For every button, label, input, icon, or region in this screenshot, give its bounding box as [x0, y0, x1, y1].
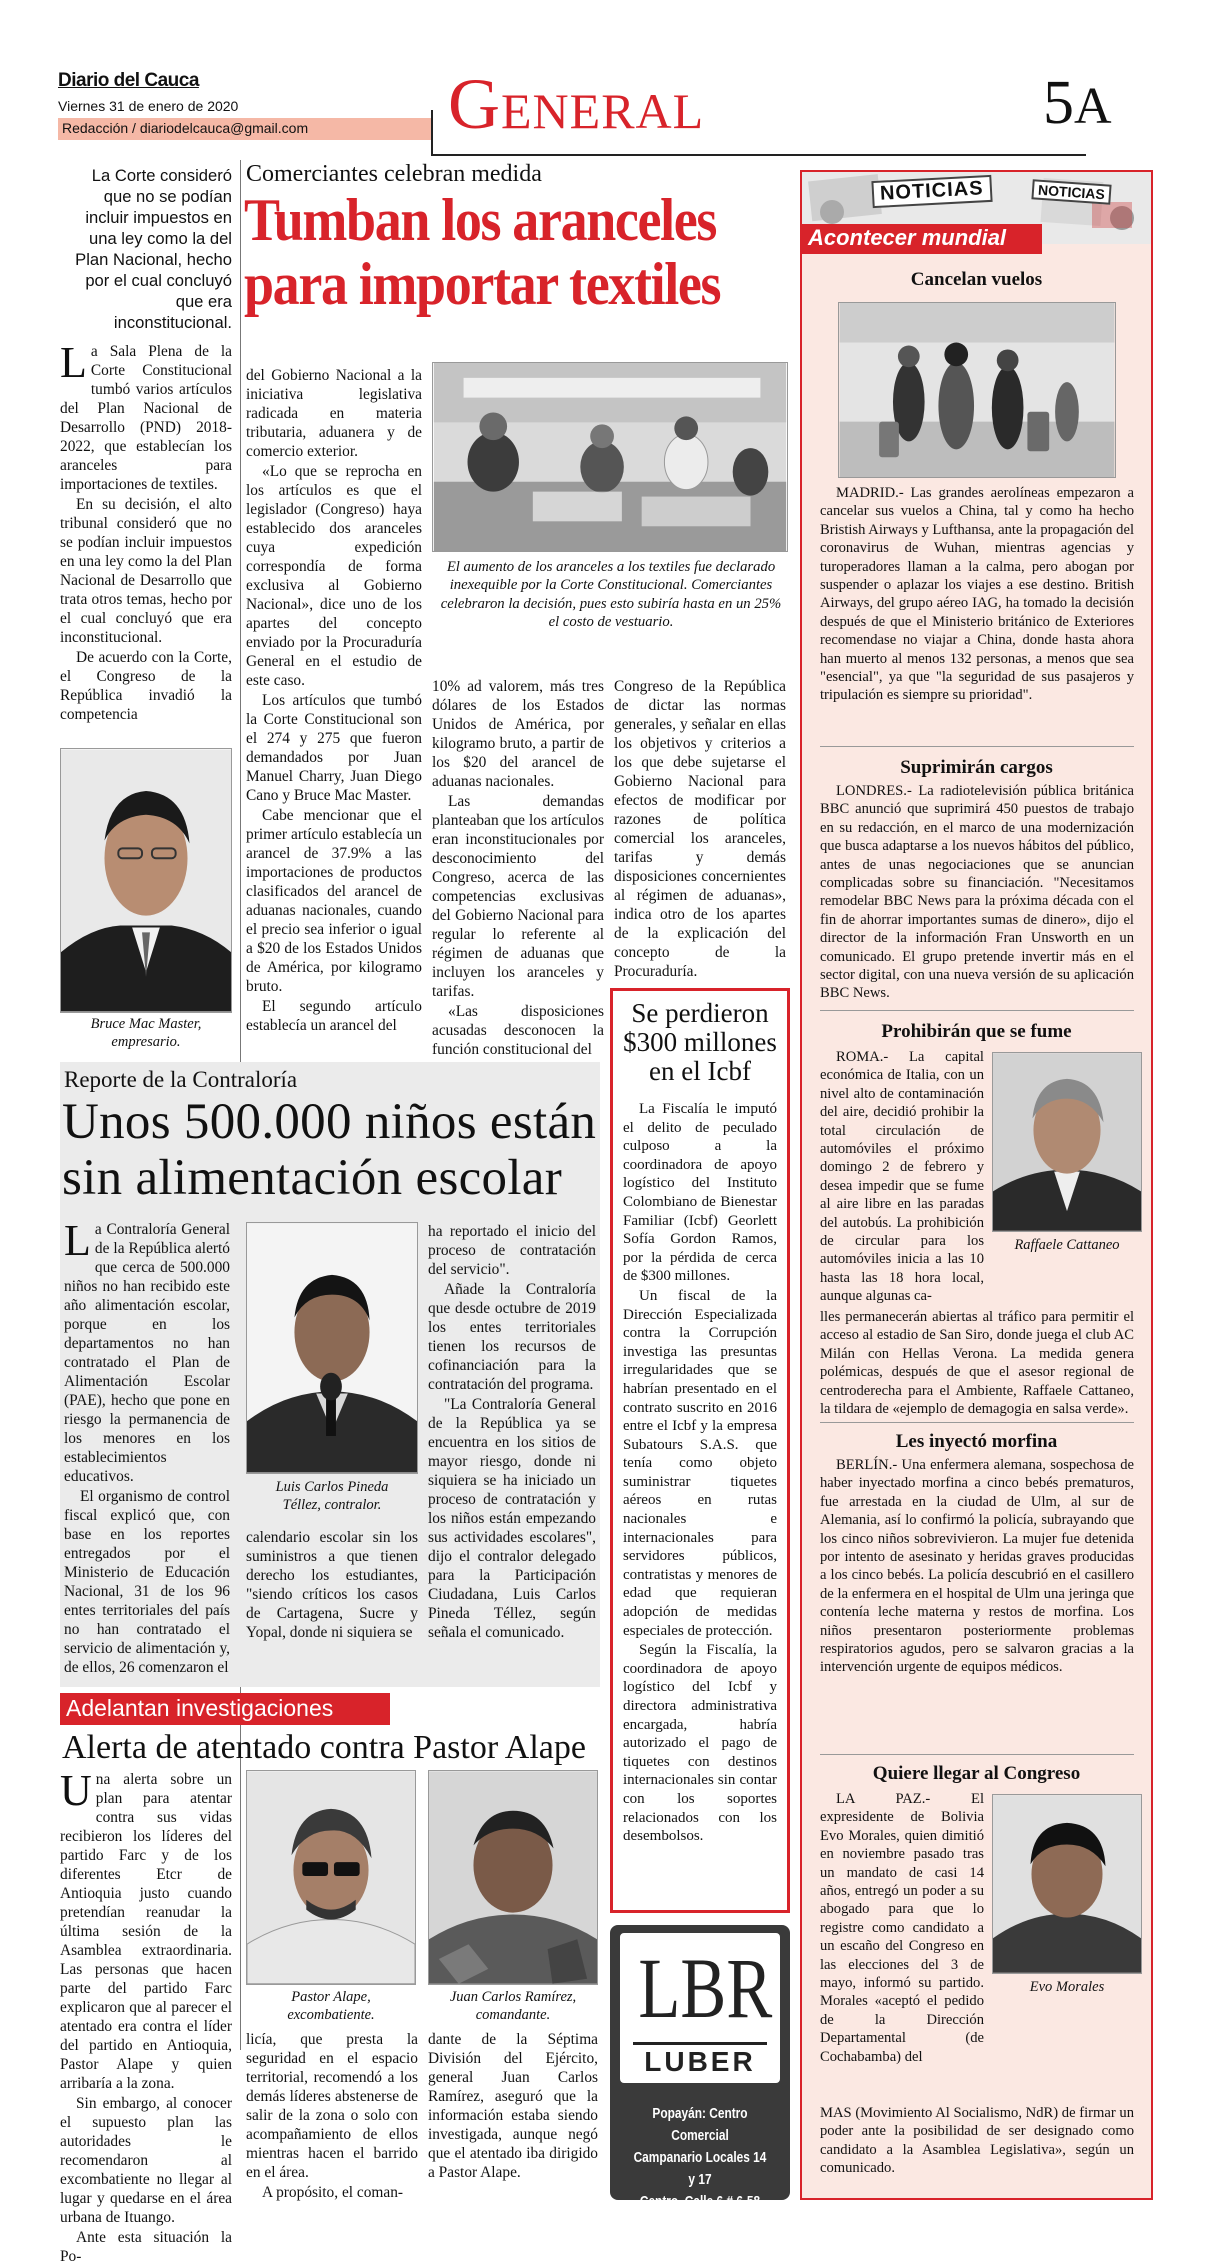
- lead-p1: La Sala Plena de la Corte Constitucional tumbó varios artículos del Plan Nacional de Desarrollo (PND) 2018-2022, que establecían los aranceles para importaciones de textiles.: [60, 338, 232, 493]
- s2-body: LONDRES.- La radiotelevisión pública británica BBC anunció que suprimirá 450 puestos de trabajo en su redacción, en el marco de una modernización que busca adaptarse a los nuevos hábitos del público, antes de unas negociaciones que se anuncian complicadas sobre su financiación. "Necesitamos remodelar BBC News para la próxima década con el fin de ahorrar importantes sumas de dinero», dijo el director de la información Fran Unsworth en un comunicado. El grupo pretende invertir más en el sector digital, con una nueva versión de su aplicación BBC News.: [820, 783, 1134, 1002]
- s3-divider: [820, 1422, 1134, 1423]
- contraloria-headline-line-2: sin alimentación escolar: [62, 1150, 563, 1206]
- contact-bar: [58, 118, 431, 140]
- s1-divider: [820, 746, 1134, 747]
- luber-brand: LUBER: [644, 2046, 756, 2077]
- photo-evo-morales: [992, 1794, 1142, 1974]
- alape-column-2: licía, que presta la seguridad en el espacio territorial, recomendó a los demás líderes abstenerse de salir de la zona o solo con acompañamiento de ellos mientras hacen el barrido en el área. A propósito, el coman-: [246, 2031, 418, 2201]
- s4-title: Les inyectó morfina: [895, 1431, 1058, 1452]
- lead-column-2: del Gobierno Nacional a la iniciativa legislativa radicada en materia tributaria, aduanera y de comercio exterior. «Lo que se reprocha en los artículos es que el legislador (Congreso) haya establecido dos aranceles cuya expedición correspondía de forma exclusiva al Gobierno Nacional», dice uno de los apartes del concepto enviado por la Procuraduría General en el estudio de este caso. Los artículos que tumbó la Corte Constitucional son el 274 y 275 que fueron demandados por Juan Manuel Charry, Juan Diego Cano y Bruce Mac Master. Cabe mencionar que el primer artículo establecía un arancel de 37.9% a las importaciones de productos clasificados del arancel de aduanas nacionales, cuando el precio sea inferior o igual a $20 de los Estados Unidos de América, por kilogramo bruto. El segundo artículo establecía un arancel del: [246, 367, 422, 1034]
- page-num-digit: 5: [1043, 69, 1074, 137]
- luber-ad: [610, 1925, 790, 2210]
- lead-kicker-left: La Corte consideró que no se podían incluir impuestos en una ley como la del Plan Nacional, hecho por el cual concluyó que era inconstitucional.: [75, 166, 232, 332]
- sidebar-title-band: [802, 224, 1042, 254]
- photo-caption-ramirez: Juan Carlos Ramírez, comandante.: [449, 1989, 577, 2023]
- photo-bruce-mac-master: [60, 748, 232, 1013]
- masthead: [58, 64, 1158, 165]
- s5-title: Quiere llegar al Congreso: [872, 1763, 1081, 1784]
- contraloria-headline-line-1: Unos 500.000 niños están: [62, 1094, 597, 1150]
- photo-caption-pineda: Luis Carlos Pineda Téllez, contralor.: [275, 1479, 389, 1513]
- s5-caption: Evo Morales: [1029, 1979, 1105, 1995]
- photo-pastor-alape: [246, 1770, 416, 1985]
- main-photo-caption: El aumento de los aranceles a los textiles fue declarado inexequible por la Corte Constitucional. Comerciantes celebraron la decisión, pues esto subiría hasta en un 25% el costo de vestuario.: [440, 559, 782, 631]
- section-title: General: [448, 64, 705, 144]
- photo-caption-alape: Pastor Alape, excombatiente.: [287, 1989, 375, 2023]
- alape-column-1: Una alerta sobre un plan para atentar contra sus vidas recibieron los líderes del partido Farc y de los diferentes Etcr de Antioquia justo cuando pretendían reanudar la última sesión de la Asamblea extraordinaria. Las personas que hacen parte del partido Farc explicaron que al parecer el atentado era contra el líder del partido en Antioquia, Pastor Alape y quien arribaría a la zona. Sin embargo, al conocer el supuesto plan las autoridades le recomendaron al excombatiente no llegar al lugar y quedarse en el área urbana de Ituango. Ante esta situación la Po-: [60, 1766, 232, 2265]
- sidebar-title: Acontecer mundial: [808, 225, 1007, 250]
- issue-date: Viernes 31 de enero de 2020: [58, 98, 239, 114]
- photo-luis-carlos-pineda: [246, 1222, 418, 1474]
- alape-column-3: dante de la Séptima División del Ejército, general Juan Carlos Ramírez, aseguró que la información estaba siendo investigada, aunque negó que el atentado iba dirigido a Pastor Alape.: [428, 2031, 598, 2181]
- alape-headline: Alerta de atentado contra Pastor Alape: [62, 1729, 586, 1766]
- lead-headline-line-1: Tumban los aranceles: [244, 187, 717, 253]
- lead-kicker: Comerciantes celebran medida: [246, 161, 542, 187]
- s5-body-b: MAS (Movimiento Al Socialismo, NdR) de firmar un poder ante la posibilidad de ser designado como candidato a la Asamblea Legislativa», según un comunicado.: [820, 2105, 1134, 2177]
- s5-body-a: LA PAZ.- El expresidente de Bolivia Evo Morales, quien dimitió en noviembre pasado tras un mandato de casi 14 años, entregó un poder a su abogado para que lo registre como candidato a un escaño del Congreso en las elecciones del 3 de mayo, informó su partido. Morales «aceptó el pedido de la Dirección Departamental (de Cochabamba) del: [820, 1791, 984, 2065]
- s4-body: BERLÍN.- Una enfermera alemana, sospechosa de haber inyectado morfina a cinco bebés prematuros, fue arrestada en la ciudad de Ulm, al sur de Alemania, así lo confirmó la policía, subrayando que los cinco niños sobrevivieron. La mujer fue detenida por intento de asesinato y heridas graves producidas a los cinco bebés. La policía descubrió en el casillero de la enfermera en el hospital de Ulm una jeringa que contenía leche materna y restos de morfina. Los niños presentaron posteriormente problemas respiratorios agudos, pero se salvaron gracias a la intervención urgente de equipos médicos.: [820, 1457, 1134, 1676]
- photo-juan-carlos-ramirez: [428, 1770, 598, 1985]
- masthead-rule-left: [431, 110, 433, 156]
- sidebar: [800, 170, 1153, 2200]
- s2-divider: [820, 1010, 1134, 1011]
- luber-rule: [633, 2042, 767, 2045]
- page-number: [1043, 68, 1112, 142]
- lead-headline-line-2: para importar textiles: [244, 251, 721, 317]
- icbf-headline: Se perdieron $300 millones en el Icbf: [623, 998, 777, 1086]
- photo-textile-workers: [432, 362, 788, 552]
- badge-noticias-1: NOTICIAS: [871, 175, 992, 208]
- lead-column-4: Congreso de la República de dictar las normas generales, y señalar en ellas los objetivos y criterios a los que debe sujetarse el Gobierno Nacional para efectos de modificar por razones de política comercial los aranceles, tarifas y demás disposiciones concernientes al régimen de aduanas», indica otro de los apartes de la explicación del concepto de la Procuraduría.: [614, 678, 786, 980]
- contraloria-kicker: Reporte de la Contraloría: [64, 1067, 298, 1092]
- s3-title: Prohibirán que se fume: [881, 1021, 1072, 1042]
- lead-column-3: 10% ad valorem, más tres dólares de los Estados Unidos de América, por kilogramo bruto, a partir de los $20 del arancel de aduanas nacionales. Las demandas planteaban que los artículos eran inconstitucionales por desconocimiento del Congreso, acerca de las competencias exclusivas del Gobierno Nacional para regular lo referente al régimen de aduanas que incluyen los aranceles y tarifas. «Las disposiciones acusadas desconocen la función constitucional del: [432, 678, 604, 1058]
- s3-caption: Raffaele Cattaneo: [1014, 1237, 1120, 1253]
- luber-logo: LBR: [638, 1940, 773, 2036]
- s1-title: Cancelan vuelos: [910, 269, 1043, 290]
- s4-divider: [820, 1754, 1134, 1755]
- contraloria-column-2: calendario escolar sin los suministros a que tienen derecho los estudiantes, "siendo críticos los casos de Cartagena, Sucre y Yopal, donde ni siquiera se: [246, 1529, 418, 1641]
- alape-band-label: Adelantan investigaciones: [66, 1695, 334, 1721]
- s3-body-a: ROMA.- La capital económica de Italia, con un nivel alto de contaminación del aire, decidió prohibir la total circulación de automóviles el próximo domingo 2 de febrero y desea impedir que se fume al aire libre en las paradas del autobús. La prohibición de circular para los automóviles inicia a las 10 hasta las 18 hora local, aunque algunas ca-: [820, 1049, 984, 1305]
- photo-airport-travelers: [838, 302, 1116, 478]
- page-num-letter: A: [1074, 78, 1112, 135]
- s1-body: MADRID.- Las grandes aerolíneas empezaron a cancelar sus vuelos a China, tal y como ha hecho Bristish Airways y Lufthansa, ante la propagación del coronavirus de Wuhan, mientras agencias y turoperadores llaman a la calma, pero abogan por suspender o aplazar los viajes a ese destino. British Airways, del grupo aéreo IAG, ha tomado la decisión después de que el Ministerio británico de Exteriores recomendase no viajar a China, donde hasta ahora han muerto al menos 132 personas, a menos que sea "esencial", ya que "la seguridad de sus pasajeros y tripulación es siempre su prioridad".: [820, 485, 1134, 704]
- lead-headline: [244, 188, 784, 316]
- contraloria-headline: [62, 1094, 598, 1206]
- lead-column-1: La Sala Plena de la Corte Constitucional tumbó varios artículos del Plan Nacional de Desarrollo (PND) 2018-2022, que establecían los aranceles para importaciones de textiles. En su decisión, el alto tribunal consideró que no se podían incluir impuestos en una ley como la del Plan Nacional de Desarrollo que trata otros temas, hecho por el cual concluyó que era inconstitucional. De acuerdo con la Corte, el Congreso de la República invadió la competencia: [60, 338, 232, 723]
- masthead-rule: [431, 154, 1086, 156]
- paper-name: Diario del Cauca: [58, 70, 199, 91]
- alape-band: [60, 1693, 390, 1725]
- contraloria-column-1: La Contraloría General de la República alertó que cerca de 500.000 niños no han recibido este año alimentación escolar, porque en los departamentos no han contratado el Plan de Alimentación Escolar (PAE), hecho que pone en riesgo la permanencia de los menores en los establecimientos educativos. El organismo de control fiscal explicó que, con base en los reportes entregados por el Ministerio de Educación Nacional, 31 de los 96 entes territoriales del país no han contratado el servicio de alimentación y, de ellos, 26 comenzaron el: [64, 1216, 230, 1676]
- photo-raffaele-cattaneo: [992, 1052, 1142, 1232]
- contact-email: Redacción / diariodelcauca@gmail.com: [62, 120, 309, 136]
- icbf-box: Se perdieron $300 millones en el Icbf La Fiscalía le imputó el delito de peculado culposo a la coordinadora de apoyo logístico del Instituto Colombiano de Bienestar Familiar (Icbf) Georlett Sofía Gordon Ramos, por la pérdida de cerca de $300 millones. Un fiscal de la Dirección Especializada contra la Corrupción investiga las presuntas irregularidades que se habrían presentado en el contrato suscrito en 2016 entre el Icbf y la empresa Subatours S.A.S. que tenía como objeto suministrar tiquetes aéreos en rutas nacionales e internacionales para servidores públicos, contratistas y menores de edad que requieran adopción de medidas especiales de protección. Según la Fiscalía, la coordinadora de apoyo logístico del Icbf y directora administrativa encargada, habría autorizado el pago de tiquetes con destinos internacionales sin contar con los soportes relacionados con los desembolsos.: [610, 988, 790, 1913]
- s2-title: Suprimirán cargos: [900, 757, 1053, 778]
- luber-logo-box: [620, 1933, 780, 2083]
- luber-address: Popayán: Centro Comercial Campanario Locales 14 y 17 Centro, Calle 6 # 6-58: [633, 2106, 767, 2210]
- s3-body-b: lles permanecerán abiertas al tráfico para permitir el acceso al estadio de San Siro, donde juega el club AC Milán con Hellas Verona. La medida genera polémicas, después de que el asesor regional de centroderecha para el Ambiente, Raffaele Cattaneo, la tildara de «ejemplo de demagogia en salsa verde».: [820, 1309, 1134, 1418]
- photo-caption-bruce: Bruce Mac Master, empresario.: [90, 1016, 202, 1050]
- contraloria-column-3: ha reportado el inicio del proceso de contratación del servicio". Añade la Contraloría que desde octubre de 2019 los entes territoriales tienen los recursos de cofinanciación para la contratación del programa. "La Contraloría General de la República ya se encuentra en los sitios de mayor riesgo, donde ni siquiera se ha iniciado un proceso de contratación y los niños están empezando sus actividades escolares", dijo el contralor delegado para la Participación Ciudadana, Luis Carlos Pineda Téllez, según señala el comunicado.: [428, 1223, 596, 1641]
- badge-noticias-2: NOTICIAS: [1031, 179, 1111, 204]
